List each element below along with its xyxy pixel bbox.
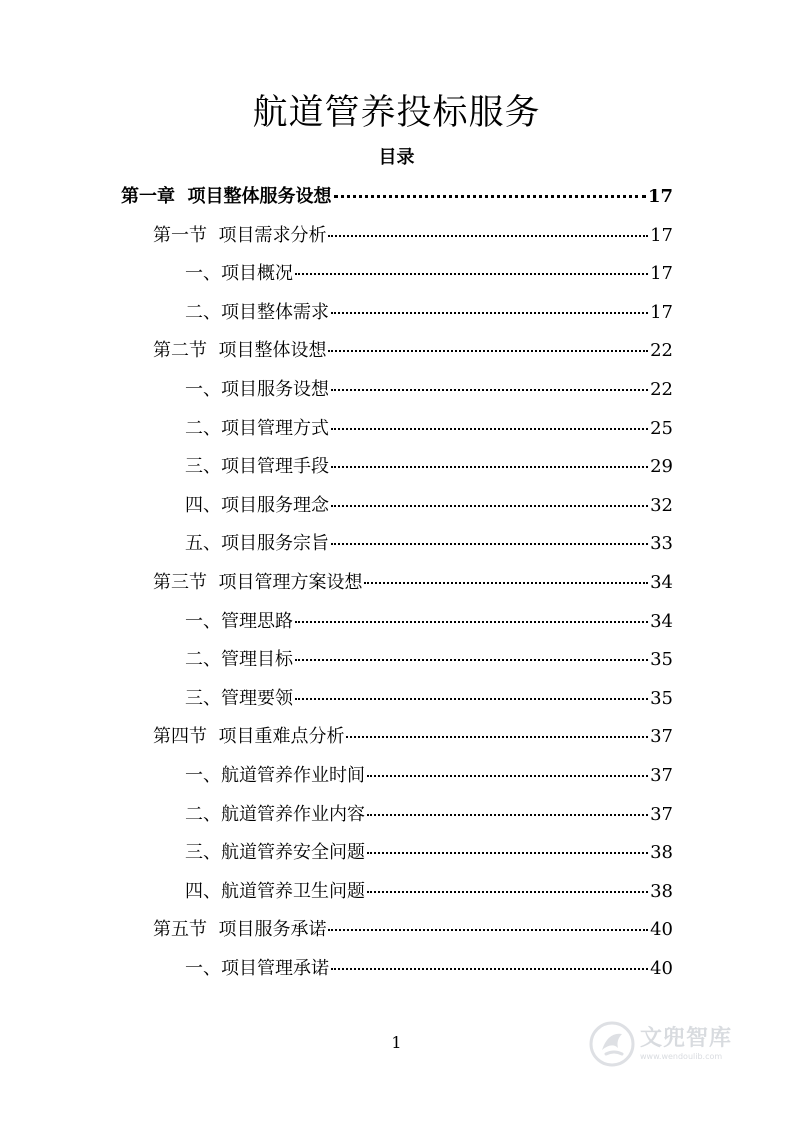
- toc-leader-dots: [367, 814, 648, 816]
- toc-leader-dots: [331, 389, 648, 391]
- watermark-url: www.wendoulib.com: [640, 1052, 723, 1061]
- toc-entry[interactable]: [185, 417, 673, 441]
- toc-entry-text: 第三节 项目管理方案设想: [153, 572, 363, 593]
- toc-entry[interactable]: [185, 378, 673, 402]
- toc-entry-page: 37: [650, 804, 673, 825]
- toc-entry-page: 25: [650, 418, 673, 439]
- toc-entry-page: 17: [650, 263, 673, 284]
- toc-entry-text: 一、项目服务设想: [185, 379, 329, 400]
- toc-entry[interactable]: [153, 918, 673, 942]
- toc-entry[interactable]: [185, 803, 673, 827]
- toc-entry[interactable]: [185, 455, 673, 479]
- toc-leader-dots: [364, 582, 648, 584]
- toc-entry[interactable]: [185, 841, 673, 865]
- toc-leader-dots: [295, 621, 648, 623]
- toc-entry[interactable]: [185, 494, 673, 518]
- toc-entry-page: 40: [650, 958, 673, 979]
- toc-entry-page: 35: [650, 688, 673, 709]
- toc-entry-text: 一、管理思路: [185, 611, 293, 632]
- toc-leader-dots: [331, 466, 648, 468]
- toc-entry[interactable]: [153, 571, 673, 595]
- toc-leader-dots: [334, 195, 646, 198]
- wendou-logo-icon: [588, 1020, 636, 1068]
- toc-entry-text: 二、航道管养作业内容: [185, 804, 365, 825]
- toc-entry-text: 五、项目服务宗旨: [185, 533, 329, 554]
- toc-leader-dots: [331, 312, 648, 314]
- toc-entry-text: 二、项目整体需求: [185, 302, 329, 323]
- toc-heading: 目录: [378, 147, 415, 168]
- watermark-text: 文兜智库: [640, 1026, 733, 1051]
- page-number: 1: [391, 1033, 402, 1052]
- toc-entry[interactable]: [153, 224, 673, 248]
- toc-entry-page: 37: [650, 726, 673, 747]
- toc-leader-dots: [331, 968, 648, 970]
- toc-leader-dots: [367, 775, 648, 777]
- toc-entry-page: 22: [650, 379, 673, 400]
- toc-entry-text: 一、项目概况: [185, 263, 293, 284]
- toc-entry-text: 三、项目管理手段: [185, 456, 329, 477]
- toc-leader-dots: [331, 428, 648, 430]
- toc-entry-page: 33: [650, 533, 673, 554]
- toc-entry[interactable]: [185, 301, 673, 325]
- toc-leader-dots: [367, 891, 648, 893]
- toc-entry-text: 第四节 项目重难点分析: [153, 726, 345, 747]
- toc-entry-text: 一、项目管理承诺: [185, 958, 329, 979]
- toc-entry-page: 37: [650, 765, 673, 786]
- toc-entry-page: 40: [650, 919, 673, 940]
- toc-entry[interactable]: [185, 532, 673, 556]
- toc-entry-text: 第五节 项目服务承诺: [153, 919, 327, 940]
- toc-entry-page: 38: [650, 881, 673, 902]
- toc-leader-dots: [328, 929, 648, 931]
- toc-entry-text: 二、管理目标: [185, 649, 293, 670]
- toc-entry[interactable]: [185, 957, 673, 981]
- toc-leader-dots: [328, 235, 648, 237]
- toc-entry-page: 35: [650, 649, 673, 670]
- toc-entry-text: 三、管理要领: [185, 688, 293, 709]
- toc-leader-dots: [367, 852, 648, 854]
- toc-entry-page: 34: [650, 572, 673, 593]
- toc-entry-text: 三、航道管养安全问题: [185, 842, 365, 863]
- toc-leader-dots: [295, 659, 648, 661]
- toc-leader-dots: [328, 350, 648, 352]
- toc-entry-page: 17: [647, 186, 673, 207]
- watermark: [588, 1016, 758, 1072]
- toc-leader-dots: [331, 505, 648, 507]
- toc-entry[interactable]: [185, 764, 673, 788]
- toc-entry[interactable]: [185, 262, 673, 286]
- toc-entry-page: 17: [650, 225, 673, 246]
- toc-entry-text: 二、项目管理方式: [185, 418, 329, 439]
- toc-entry-text: 四、航道管养卫生问题: [185, 881, 365, 902]
- toc-leader-dots: [295, 273, 648, 275]
- toc-entry-text: 第一节 项目需求分析: [153, 225, 327, 246]
- document-title: 航道管养投标服务: [252, 93, 541, 133]
- toc-entry-page: 38: [650, 842, 673, 863]
- toc-entry-text: 第一章 项目整体服务设想: [121, 186, 332, 207]
- toc-leader-dots: [331, 543, 648, 545]
- toc-leader-dots: [295, 698, 648, 700]
- toc-entry[interactable]: [185, 687, 673, 711]
- toc-entry-text: 四、项目服务理念: [185, 495, 329, 516]
- toc-entry[interactable]: [185, 610, 673, 634]
- toc-entry-page: 29: [650, 456, 673, 477]
- toc-entry-page: 32: [650, 495, 673, 516]
- toc-entry[interactable]: [185, 880, 673, 904]
- toc-entry-text: 第二节 项目整体设想: [153, 340, 327, 361]
- toc-entry[interactable]: [153, 339, 673, 363]
- toc-entry-page: 34: [650, 611, 673, 632]
- toc-entry[interactable]: [185, 648, 673, 672]
- toc-entry[interactable]: [121, 185, 673, 209]
- toc-entry-text: 一、航道管养作业时间: [185, 765, 365, 786]
- toc-entry-page: 17: [650, 302, 673, 323]
- toc-leader-dots: [346, 736, 648, 738]
- toc-entry[interactable]: [153, 725, 673, 749]
- toc-entry-page: 22: [650, 340, 673, 361]
